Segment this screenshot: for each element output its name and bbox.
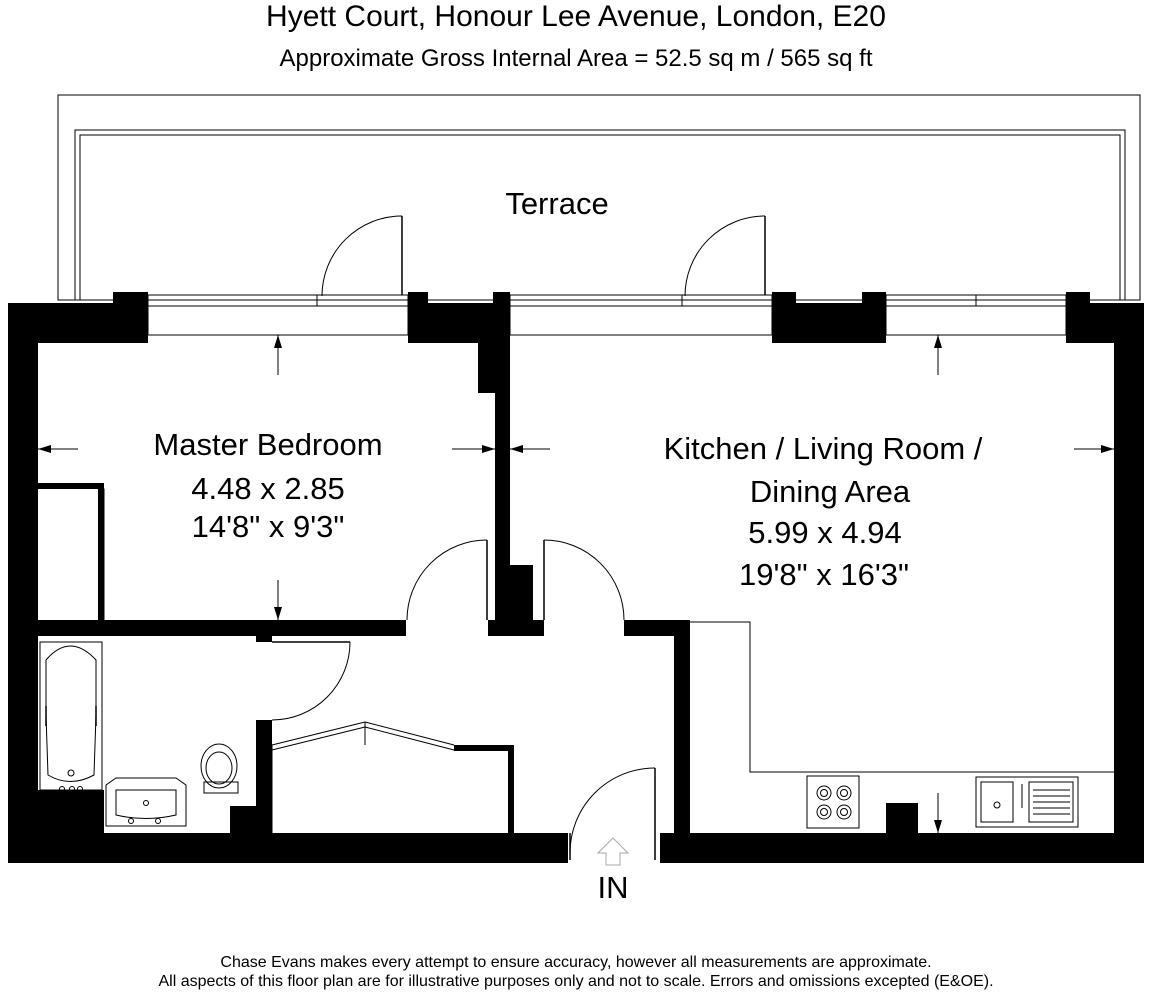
hob	[807, 776, 859, 828]
sink	[976, 777, 1078, 827]
arrow-left-icon	[38, 445, 78, 453]
bathroom-door	[272, 642, 350, 720]
arrow-up-icon	[274, 335, 282, 375]
property-address: Hyett Court, Honour Lee Avenue, London, E20	[266, 0, 886, 33]
bedroom-door	[407, 540, 487, 620]
kitchen-imperial: 19'8" x 16'3"	[738, 557, 910, 592]
entrance-label: IN	[597, 870, 629, 905]
disclaimer-line-2: All aspects of this floor plan are for illustrative purposes only and not to scale. Errors and omissions excepted (E&OE).	[158, 973, 994, 990]
arrow-down-icon	[934, 793, 942, 833]
living-door	[544, 540, 624, 620]
arrow-down-icon	[274, 580, 282, 620]
kitchen-fittings	[690, 622, 1114, 828]
entrance-arrow-icon	[598, 838, 628, 865]
terrace-door-living	[685, 216, 765, 296]
terrace-door-bedroom	[322, 216, 402, 296]
toilet	[201, 744, 238, 793]
arrow-left-icon	[510, 445, 550, 453]
arrow-up-icon	[934, 335, 942, 375]
kitchen-name-line1: Kitchen / Living Room /	[663, 431, 983, 466]
entrance-door	[570, 768, 655, 860]
basin	[106, 778, 186, 826]
dimension-arrows	[38, 335, 1114, 833]
arrow-right-icon	[1074, 445, 1114, 453]
master-bedroom-name: Master Bedroom	[153, 427, 383, 462]
doors	[272, 216, 765, 860]
terrace-label: Terrace	[505, 186, 609, 221]
wardrobe	[272, 722, 454, 833]
gross-internal-area: Approximate Gross Internal Area = 52.5 sq m / 565 sq ft	[279, 45, 873, 72]
master-bedroom-metric: 4.48 x 2.85	[191, 471, 345, 506]
windows	[148, 295, 1066, 335]
bathtub	[40, 642, 102, 792]
walls	[8, 292, 1144, 863]
kitchen-metric: 5.99 x 4.94	[748, 515, 902, 550]
arrow-right-icon	[452, 445, 495, 453]
kitchen-name-line2: Dining Area	[749, 474, 911, 509]
disclaimer-line-1: Chase Evans makes every attempt to ensure accuracy, however all measurements are approximate.	[220, 954, 932, 971]
master-bedroom-imperial: 14'8" x 9'3"	[191, 509, 345, 544]
